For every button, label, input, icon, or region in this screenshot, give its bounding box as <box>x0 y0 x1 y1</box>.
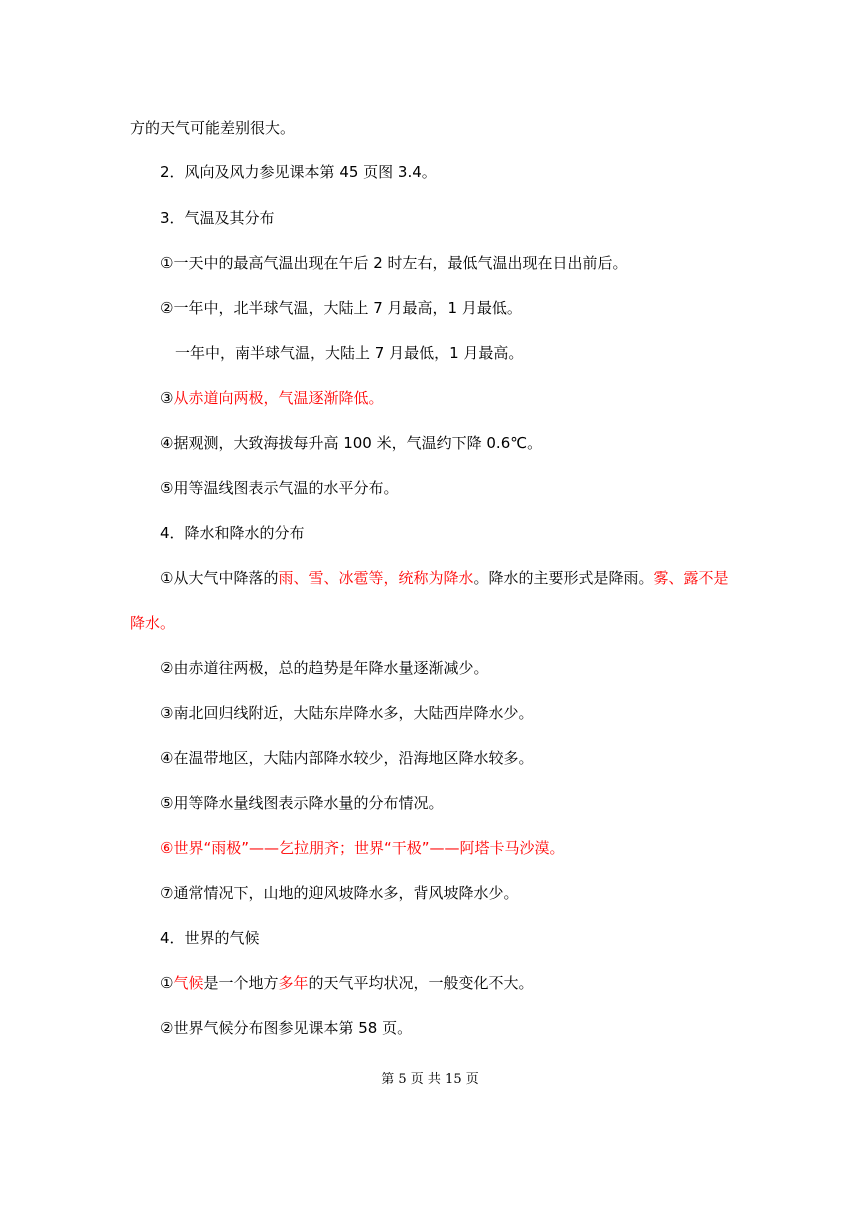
list-item-continuation <box>130 613 175 633</box>
section-heading <box>160 523 305 543</box>
highlighted-text: 雾、露不是 <box>653 569 729 587</box>
list-item <box>160 973 534 993</box>
text-run: 4．降水和降水的分布 <box>160 524 305 542</box>
section-heading <box>160 928 260 948</box>
list-item <box>160 748 533 768</box>
text-run: 。降水的主要形式是降雨。 <box>473 569 654 587</box>
text-run: 方的天气可能差别很大。 <box>130 119 296 137</box>
list-item-continuation <box>175 343 523 363</box>
list-item <box>160 433 542 453</box>
section-heading <box>160 208 275 228</box>
text-run: ⑦通常情况下，山地的迎风坡降水多，背风坡降水少。 <box>160 884 519 902</box>
text-run: ①从大气中降落的 <box>160 569 279 587</box>
highlighted-text: 气候 <box>173 974 204 992</box>
list-item <box>160 658 488 678</box>
text-run: 一年中，南半球气温，大陆上 7 月最低，1 月最高。 <box>175 344 524 362</box>
list-item <box>160 838 565 858</box>
list-item <box>160 388 383 408</box>
paragraph-line <box>130 118 295 138</box>
text-run: 4．世界的气候 <box>160 929 260 947</box>
list-item <box>160 703 533 723</box>
text-run: ③南北回归线附近，大陆东岸降水多，大陆西岸降水少。 <box>160 704 534 722</box>
list-item <box>160 478 398 498</box>
text-run: ①一天中的最高气温出现在午后 2 时左右，最低气温出现在日出前后。 <box>160 254 628 272</box>
list-item <box>160 1018 412 1038</box>
text-run: ① <box>160 974 174 992</box>
text-run: ②一年中，北半球气温，大陆上 7 月最高，1 月最低。 <box>160 299 522 317</box>
highlighted-text: 降水。 <box>130 614 176 632</box>
text-run: ④在温带地区，大陆内部降水较少，沿海地区降水较多。 <box>160 749 534 767</box>
text-run: 的天气平均状况，一般变化不大。 <box>308 974 534 992</box>
text-run: ②由赤道往两极，总的趋势是年降水量逐渐减少。 <box>160 659 489 677</box>
paragraph-line <box>160 162 437 182</box>
text-run: 3．气温及其分布 <box>160 209 275 227</box>
page-footer: 第 5 页 共 15 页 <box>381 1072 479 1087</box>
text-run: ⑤用等降水量线图表示降水量的分布情况。 <box>160 794 444 812</box>
highlighted-text: 雨、雪、冰雹等，统称为降水 <box>278 569 474 587</box>
list-item <box>160 793 443 813</box>
text-run: 2．风向及风力参见课本第 45 页图 3.4。 <box>160 163 437 181</box>
highlighted-text: ⑥世界“雨极”——乞拉朋齐；世界“干极”——阿塔卡马沙漠。 <box>160 839 565 857</box>
text-run: 是一个地方 <box>203 974 279 992</box>
text-run: ④据观测，大致海拔每升高 100 米，气温约下降 0.6℃。 <box>160 434 543 452</box>
text-run: ⑤用等温线图表示气温的水平分布。 <box>160 479 399 497</box>
list-item <box>160 298 522 318</box>
list-item <box>160 568 729 588</box>
text-run: ②世界气候分布图参见课本第 58 页。 <box>160 1019 413 1037</box>
text-run: ③ <box>160 389 174 407</box>
highlighted-text: 从赤道向两极，气温逐渐降低。 <box>173 389 384 407</box>
list-item <box>160 253 628 273</box>
highlighted-text: 多年 <box>278 974 309 992</box>
list-item <box>160 883 518 903</box>
